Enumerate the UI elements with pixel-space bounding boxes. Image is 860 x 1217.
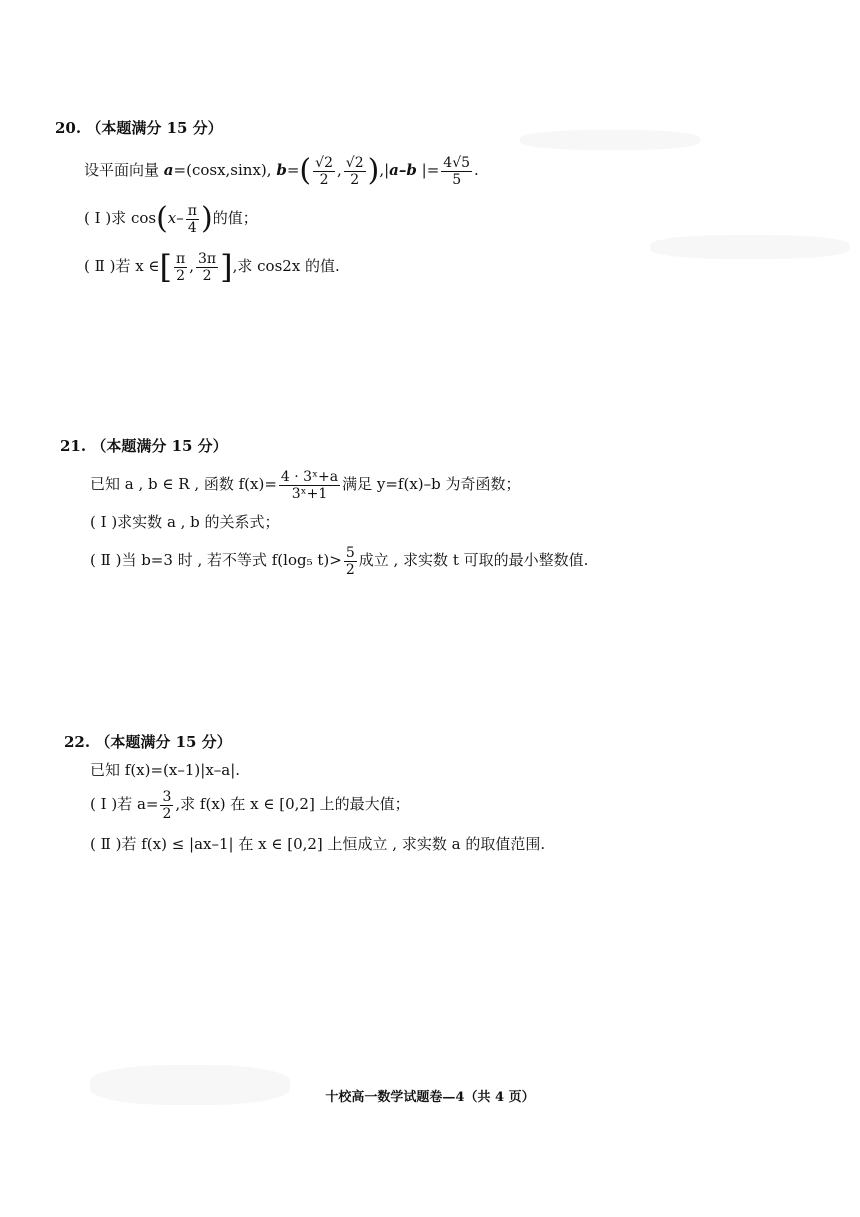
part-label: ( Ⅱ ) [90, 551, 122, 569]
question-22-stem [90, 760, 240, 780]
left-bracket-icon: [ [159, 248, 173, 286]
part-text: ,求 cos2x 的值. [232, 257, 340, 275]
period: . [474, 161, 479, 179]
question-number: 20. [55, 119, 82, 137]
vector-a-value: =(cosx,sinx) [173, 161, 267, 179]
part-text: ,求 f(x) 在 x ∈ [0,2] 上的最大值； [175, 795, 410, 813]
fraction-sqrt2-over-2: $\frac{√2}{2}$ [345, 154, 364, 188]
scan-smudge [520, 130, 700, 150]
question-21-part-1 [90, 512, 280, 532]
question-number: 22. [64, 733, 91, 751]
numerator: 3 [162, 788, 172, 805]
numerator: 4 · 3ˣ+a [280, 468, 339, 485]
denominator: 2 [345, 561, 355, 578]
denominator: 2 [176, 267, 186, 284]
question-score: （本题满分 15 分） [95, 733, 232, 751]
denominator: 2 [319, 171, 329, 188]
equals-sign: = [286, 161, 300, 179]
right-paren-icon: ) [367, 153, 380, 188]
part-text: 若 f(x) ≤ |ax–1| 在 x ∈ [0,2] 上恒成立 , 求实数 a 的取值范围. [121, 835, 546, 853]
question-20-header [55, 118, 223, 138]
question-number: 21. [60, 437, 87, 455]
fraction-pi-over-4 [186, 204, 199, 235]
question-22-header [64, 732, 232, 752]
numerator: π [187, 202, 197, 219]
question-21-header [60, 436, 228, 456]
fraction-sqrt2-over-2: $\frac{√2}{2}$ [315, 154, 333, 188]
vector-a-label: a [163, 161, 174, 179]
part-label: ( Ⅰ ) [90, 513, 118, 531]
numerator: 5 [345, 544, 355, 561]
part-label: ( Ⅱ ) [84, 257, 116, 275]
question-22-part-1 [90, 784, 410, 824]
fraction-4sqrt5-over-5: $\frac{4√5}{5}$ [443, 154, 471, 188]
part-text: 若 a= [117, 795, 159, 813]
part-text: 的值； [212, 209, 258, 227]
part-text: 若 x ∈ [115, 257, 160, 275]
fraction-pi-over-2 [174, 252, 187, 283]
part-label: ( Ⅱ ) [90, 835, 122, 853]
question-20-part-2: ( Ⅱ )若 x ∈[ $\frac{\pi}{2}$ , $\frac{3\pi}{2}$ ],求 cos2x 的值. [84, 248, 340, 286]
denominator: 5 [452, 171, 462, 188]
expression: x– [167, 209, 184, 227]
numerator: π [176, 250, 186, 267]
fraction-3-over-2 [160, 790, 173, 821]
question-20-stem: 设平面向量 a=(cosx,sinx), b=( $\frac{√2}{2}$ , $\frac{√2}{2}$ ),|a–b |= $\frac{4√5}{5}$ . [84, 153, 479, 188]
right-bracket-icon: ] [220, 248, 233, 286]
denominator: 3ˣ+1 [291, 485, 328, 502]
question-score: （本题满分 15 分） [86, 119, 223, 137]
radicand: 2 [354, 154, 364, 171]
radicand: 5 [461, 154, 471, 171]
stem-text: 已知 f(x)=(x–1)|x–a|. [90, 761, 241, 779]
scan-smudge [650, 235, 850, 259]
question-20-part-1 [84, 198, 258, 238]
right-paren-icon: ) [200, 201, 213, 236]
fraction-5-over-2 [344, 546, 357, 577]
radicand: 2 [324, 154, 333, 171]
numerator-coefficient: 4 [443, 154, 453, 171]
part-text: 成立 , 求实数 t 可取的最小整数值. [358, 551, 589, 569]
denominator: 2 [202, 267, 212, 284]
stem-text: 设平面向量 [84, 161, 160, 179]
part-text: 当 b=3 时 , 若不等式 f(log₅ t)> [121, 551, 342, 569]
abs-bar: | [384, 161, 390, 179]
fraction-3pi-over-2 [196, 252, 218, 283]
part-label: ( Ⅰ ) [90, 795, 118, 813]
part-label: ( Ⅰ ) [84, 209, 112, 227]
stem-text: 已知 a , b ∈ R , 函数 f(x)= [90, 475, 277, 493]
denominator: 4 [187, 219, 197, 236]
question-21-part-2 [90, 540, 588, 580]
page-footer: 十校高一数学试题卷—4（共 4 页） [325, 1090, 535, 1105]
question-22-part-2 [90, 834, 545, 854]
part-text: 求 cos [111, 209, 157, 227]
comma: , [266, 161, 272, 179]
question-score: （本题满分 15 分） [91, 437, 228, 455]
abs-bar-equals: |= [416, 161, 440, 179]
left-paren-icon: ( [156, 201, 168, 236]
left-paren-icon: ( [299, 153, 312, 188]
denominator: 2 [162, 805, 172, 822]
vector-b-label: b [276, 161, 287, 179]
fraction-function [279, 470, 340, 501]
vector-difference-label: a–b [389, 161, 417, 179]
stem-text: 满足 y=f(x)–b 为奇函数； [342, 475, 521, 493]
question-21-stem [90, 464, 521, 504]
part-text: 求实数 a , b 的关系式； [117, 513, 280, 531]
numerator: 3π [198, 250, 217, 267]
denominator: 2 [350, 171, 360, 188]
